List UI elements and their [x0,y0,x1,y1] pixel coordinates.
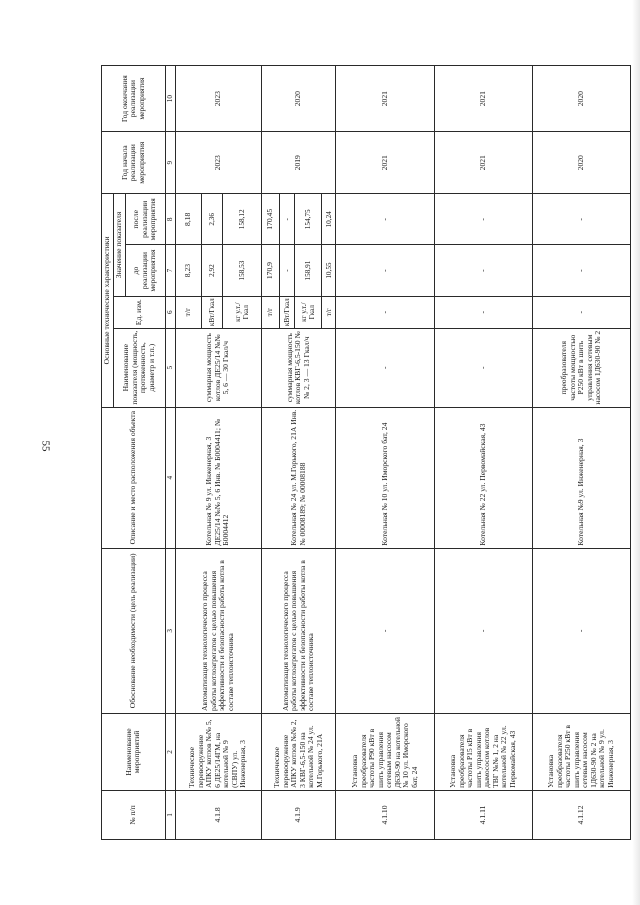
header-before: до реализации мероприятия [125,245,165,296]
row-start-year: 2020 [532,132,630,194]
row-num: 4.1.8 [175,790,261,839]
row-unit: т/г [261,296,279,328]
col-number: 9 [165,132,175,194]
row-after: - [434,194,532,245]
col-number: 8 [165,194,175,245]
scan-edge [632,0,640,905]
table-row [261,66,279,840]
row-after: - [532,194,630,245]
row-param-name: - [336,328,434,407]
col-number: 10 [165,66,175,132]
row-name: Установка преобразователя частоты Р15 кВт в шить управления дымососом котлов ТВГ №№ 1, 2 на котельной № 22 ул. Первомайская, 43 [434,714,532,791]
row-after: - [336,194,434,245]
col-number: 1 [165,790,175,839]
row-unit: кг у.т./Гкал [222,296,261,328]
header-value-group: Значение показателя [114,194,126,297]
row-unit: т/г [175,296,201,328]
row-name: Техническое перевооружение АПКУ котлов №№ 5, 6 ДЕ25/14ГМ, на котельной № 9 (СВПУ) ул. Инженерная, 3 [175,714,261,791]
row-unit: т/г [321,296,336,328]
row-before: 8,23 [175,245,201,296]
row-start-year: 2021 [336,132,434,194]
row-num: 4.1.12 [532,790,630,839]
col-number: 7 [165,245,175,296]
row-unit: кВт/Гкал [280,296,294,328]
col-number: 2 [165,714,175,791]
header-param-name: Наименование показателя (мощность, протяженность, диаметр и т.п.) [114,328,166,407]
row-justification: Автоматизация технологического процесса работы котлоагрегатов с целью повышения эффективности и безопасности работы котла в составе теплоисточника [261,548,336,713]
row-num: 4.1.11 [434,790,532,839]
col-number: 3 [165,548,175,713]
row-after: 2,36 [201,194,222,245]
table-row [434,66,532,840]
table-row [336,66,434,840]
row-after: 154,75 [294,194,321,245]
row-start-year: 2023 [175,132,261,194]
row-after: 10,24 [321,194,336,245]
row-before: - [434,245,532,296]
row-description: Котельная № 24 ул. М.Горького, 21А Инв. № 00008189; № 00008188 [261,407,336,548]
row-justification: - [434,548,532,713]
row-before: - [532,245,630,296]
row-description: Котельная № 9 ул. Инженерная, 3 ДЕ25/14 №№ 5, 6 Инв. № Б0004411; № Б0004412 [175,407,261,548]
row-num: 4.1.10 [336,790,434,839]
row-end-year: 2021 [434,66,532,132]
row-unit: кг у.т./Гкал [294,296,321,328]
row-after: 170,45 [261,194,279,245]
row-after: 158,12 [222,194,261,245]
row-unit: кВт/Гкал [201,296,222,328]
row-param-name: суммарная мощность котлов ДЕ25/14 №№ 5, 6 — 30 Гкал/ч [175,328,261,407]
header-num: № п/п [102,790,166,839]
header-start-year: Год начала реализации мероприятия [102,132,166,194]
row-before: 158,53 [222,245,261,296]
row-end-year: 2020 [532,66,630,132]
row-name: Установка преобразователя частоты Р90 кВт в шить управления сетевым насосом Д630-90 на котельной № 10 ул. Иморского бат, 24 [336,714,434,791]
row-param-name: - [434,328,532,407]
row-before: 2,92 [201,245,222,296]
table-row [175,66,201,840]
row-unit: - [434,296,532,328]
row-start-year: 2019 [261,132,336,194]
row-start-year: 2021 [434,132,532,194]
col-number: 5 [165,328,175,407]
row-unit: - [336,296,434,328]
row-end-year: 2021 [336,66,434,132]
row-param-name: суммарная мощность котлов КВГ-6,5-150 №№ 2, 3 — 13 Гкал/ч [261,328,336,407]
col-number: 4 [165,407,175,548]
header-unit: Ед. изм. [114,296,166,328]
row-name: Установка преобразователя частоты Р250 кВт в шить управления сетевым насосом 1Д630-90 № 2 на котельной № 9 ул. Инженерная, 3 [532,714,630,791]
row-justification: - [532,548,630,713]
row-before: 158,91 [294,245,321,296]
table-row [532,66,630,840]
row-description: Котельная № 10 ул. Иморского бат, 24 [336,407,434,548]
row-before: - [336,245,434,296]
header-name: Наименование мероприятий [102,714,166,791]
row-after: 8,18 [175,194,201,245]
row-name: Техническое перевооружение АПКУ котлов №№ 2, 3 КВГ-6,5-150 на котельной № 24 ул. М.Горького, 21А [261,714,336,791]
header-after: после реализации мероприятия [125,194,165,245]
rotated-table-sheet [101,65,631,840]
row-justification: Автоматизация технологического процесса работы котлоагрегатов с целью повышения эффективности и безопасности работы котла в составе теплоисточника [175,548,261,713]
row-description: Котельная №9 ул. Инженерная, 3 [532,407,630,548]
row-before: 10,55 [321,245,336,296]
page-number: 55 [39,440,52,452]
header-justification: Обоснование необходимости (цель реализации) [102,548,166,713]
header-end-year: Год окончания реализации мероприятия [102,66,166,132]
measures-table [101,65,631,840]
row-num: 4.1.9 [261,790,336,839]
header-description: Описание и место расположения объекта [102,407,166,548]
row-end-year: 2023 [175,66,261,132]
row-before: 170,9 [261,245,279,296]
row-param-name: преобразователя частоты мощностью Р250 кВт в шить управления сетевым насосом 1Д630-90 № 2 [532,328,630,407]
row-description: Котельная № 22 ул. Первомайская, 43 [434,407,532,548]
row-unit: - [532,296,630,328]
header-tech-group: Основные технические характеристики [102,194,114,408]
row-after: - [280,194,294,245]
col-number: 6 [165,296,175,328]
row-justification: - [336,548,434,713]
row-before: - [280,245,294,296]
row-end-year: 2020 [261,66,336,132]
